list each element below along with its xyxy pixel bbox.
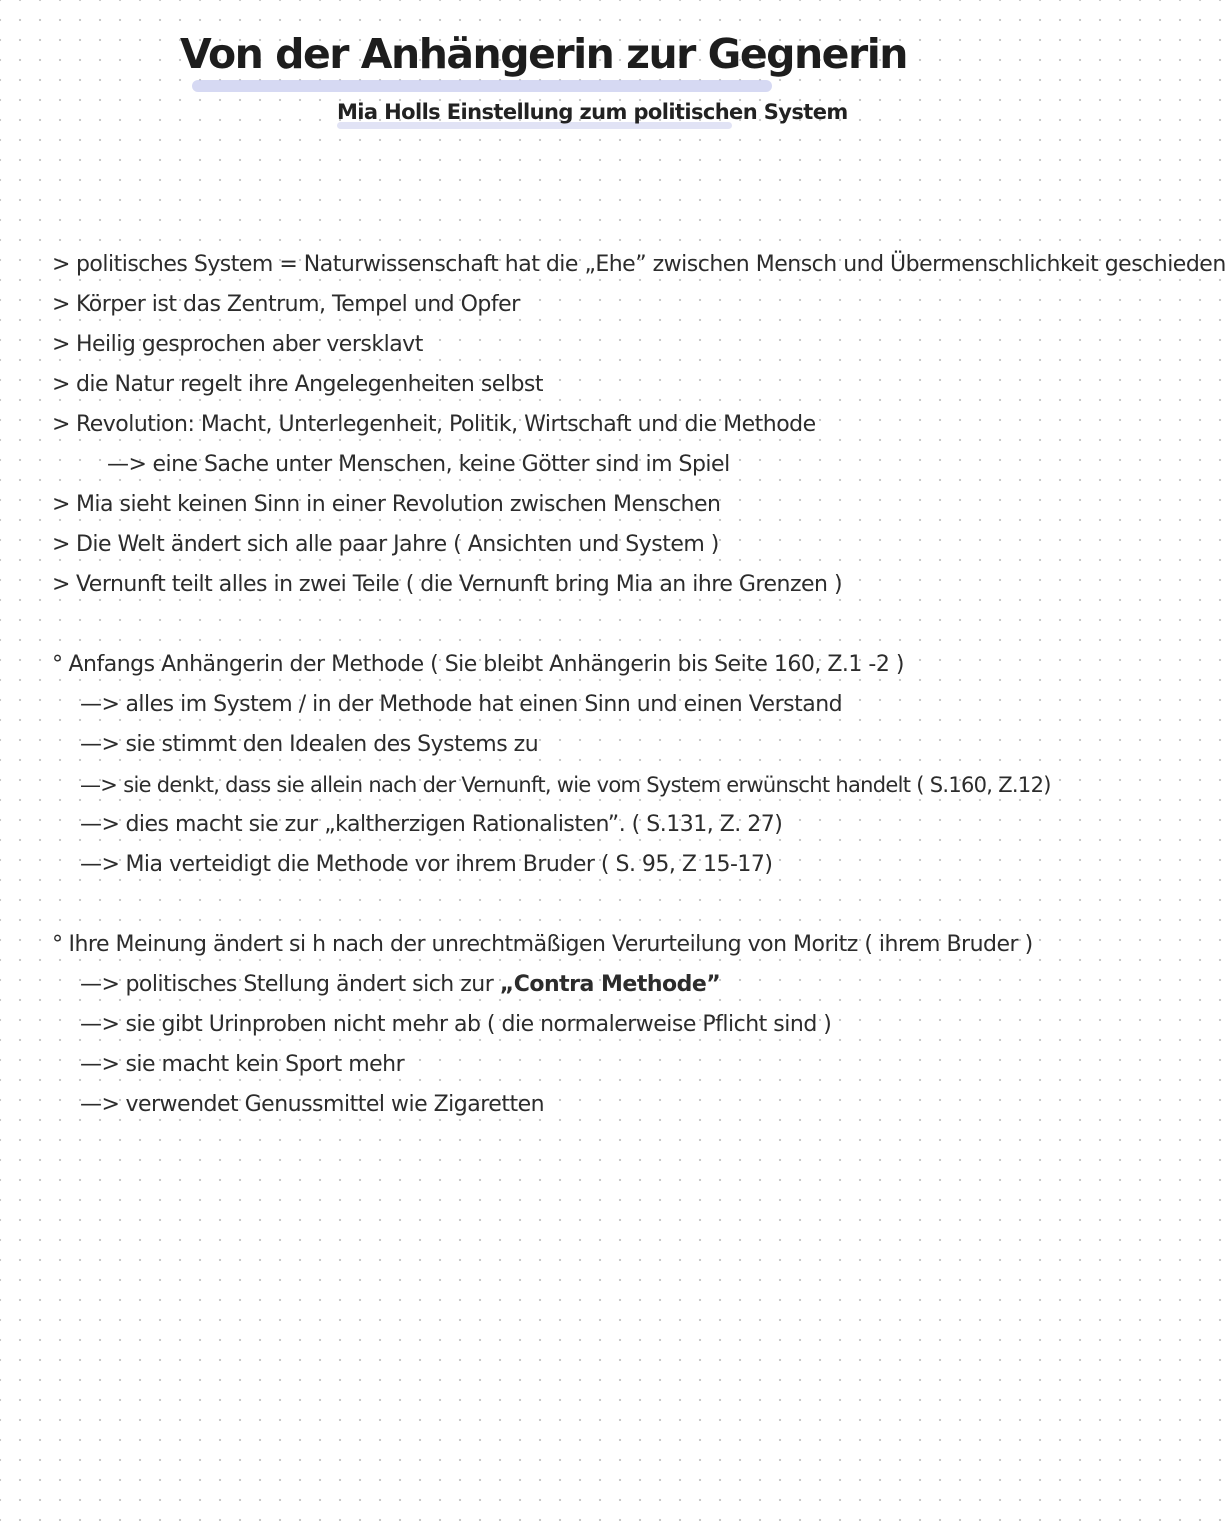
page-title: Von der Anhängerin zur Gegnerin — [180, 30, 907, 78]
note-text: die Natur regelt ihre Angelegenheiten selbst — [75, 372, 543, 397]
title-highlight — [192, 80, 772, 92]
section-heading — [52, 930, 1033, 960]
note-subline — [80, 730, 538, 760]
bullet-marker: > — [52, 332, 70, 357]
note-subline — [80, 850, 772, 880]
bullet-marker: > — [52, 412, 70, 437]
circle-bullet-icon: ° — [52, 932, 63, 957]
bullet-marker: > — [52, 572, 70, 597]
stance-text: politisches Stellung ändert sich zur — [125, 972, 494, 997]
heading-text: Ihre Meinung ändert si h nach der unrechtmäßigen Verurteilung von Moritz ( ihrem Bruder ) — [68, 932, 1033, 957]
note-text: Körper ist das Zentrum, Tempel und Opfer — [75, 292, 520, 317]
arrow-marker: —> — [80, 972, 120, 997]
note-line — [52, 530, 719, 560]
arrow-marker: —> — [80, 692, 120, 717]
note-text: Die Welt ändert sich alle paar Jahre ( Ansichten und System ) — [75, 532, 719, 557]
note-text: sie stimmt den Idealen des Systems zu — [125, 732, 539, 757]
note-line — [52, 490, 720, 520]
note-subline — [80, 970, 720, 1000]
note-text: dies macht sie zur „kaltherzigen Rationalisten”. ( S.131, Z. 27) — [125, 812, 783, 837]
note-line — [52, 410, 816, 440]
bullet-marker: > — [52, 492, 70, 517]
bullet-marker: > — [52, 532, 70, 557]
arrow-marker: —> — [107, 452, 147, 477]
note-line — [52, 290, 520, 320]
note-subline — [80, 1050, 404, 1080]
note-text: Mia verteidigt die Methode vor ihrem Bruder ( S. 95, Z 15-17) — [125, 852, 773, 877]
note-line — [52, 330, 423, 360]
note-text: sie denkt, dass sie allein nach der Vernunft, wie vom System erwünscht handelt ( S.160, Z.12) — [123, 773, 1051, 797]
bullet-marker: > — [52, 252, 70, 277]
subtitle-block — [337, 100, 848, 124]
note-subline — [107, 450, 730, 480]
heading-text: Anfangs Anhängerin der Methode ( Sie bleibt Anhängerin bis Seite 160, Z.1 -2 ) — [68, 652, 904, 677]
note-line — [52, 570, 842, 600]
note-text: verwendet Genussmittel wie Zigaretten — [125, 1092, 545, 1117]
circle-bullet-icon: ° — [52, 652, 63, 677]
arrow-marker: —> — [80, 852, 120, 877]
arrow-marker: —> — [80, 773, 118, 797]
arrow-marker: —> — [80, 732, 120, 757]
note-text: Mia sieht keinen Sinn in einer Revolution zwischen Menschen — [75, 492, 721, 517]
title-block — [180, 30, 907, 78]
stance-emphasis: „Contra Methode” — [499, 972, 721, 997]
note-text: sie macht kein Sport mehr — [125, 1052, 405, 1077]
note-text: politisches System = Naturwissenschaft hat die „Ehe” zwischen Mensch und Übermenschlichkeit geschieden — [75, 252, 1226, 277]
bullet-marker: > — [52, 372, 70, 397]
bullet-marker: > — [52, 292, 70, 317]
note-subline — [80, 1090, 544, 1120]
note-text: Heilig gesprochen aber versklavt — [75, 332, 423, 357]
note-subline — [80, 1010, 831, 1040]
note-subline — [80, 810, 782, 840]
arrow-marker: —> — [80, 812, 120, 837]
note-text: Revolution: Macht, Unterlegenheit, Politik, Wirtschaft und die Methode — [75, 412, 816, 437]
note-subline — [80, 770, 1051, 800]
note-text: alles im System / in der Methode hat einen Sinn und einen Verstand — [125, 692, 843, 717]
arrow-marker: —> — [80, 1052, 120, 1077]
section-heading — [52, 650, 904, 680]
note-subline — [80, 690, 842, 720]
note-text: eine Sache unter Menschen, keine Götter sind im Spiel — [152, 452, 730, 477]
note-line — [52, 370, 543, 400]
note-line — [52, 250, 1226, 280]
arrow-marker: —> — [80, 1012, 120, 1037]
note-text: sie gibt Urinproben nicht mehr ab ( die normalerweise Pflicht sind ) — [125, 1012, 832, 1037]
arrow-marker: —> — [80, 1092, 120, 1117]
page-subtitle: Mia Holls Einstellung zum politischen System — [337, 100, 848, 124]
note-text: Vernunft teilt alles in zwei Teile ( die Vernunft bring Mia an ihre Grenzen ) — [75, 572, 843, 597]
